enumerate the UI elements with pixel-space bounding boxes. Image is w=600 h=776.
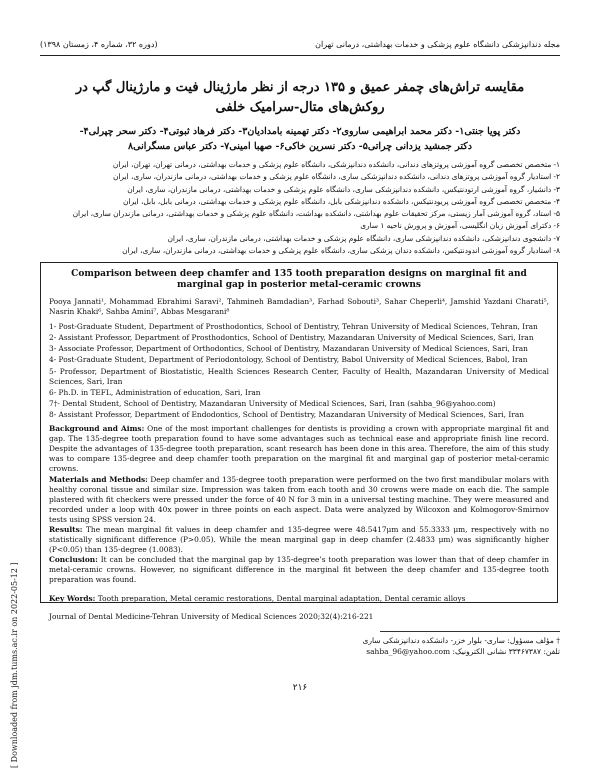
abstract-background: Background and Aims: One of the most important challenges for dentists is providing a crown with appropriate marginal fit and gap. The 135-degree tooth preparation found to have some advantages such as technical ease and appropriate finish line record. Despite the advantages of 135-degree tooth preparation, scant research has been done in this area. Therefore, the aim of this study was to compare 135-degree and deep chamfer tooth preparation on the marginal fit and marginal gap of posterior metal-ceramic crowns. xyxy=(49,424,549,474)
footnote-rule xyxy=(380,631,560,632)
download-watermark: [ Downloaded from jdm.tums.ac.ir on 2022-05-12 ] xyxy=(10,562,19,768)
english-title: Comparison between deep chamfer and 135 tooth preparation designs on marginal fit and marginal gap in posterior metal-ceramic crowns xyxy=(71,269,527,290)
affiliation: ۵- استاد، گروه آموزشی آمار زیستی، مرکز تحقیقات علوم بهداشتی، دانشکده بهداشت، دانشگاه علوم پزشکی و خدمات بهداشتی، درمانی مازندران ساری، ایران xyxy=(72,209,560,219)
abstract-conclusion: Conclusion: It can be concluded that the marginal gap by 135-degree’s tooth preparation was lower than that of deep chamfer in metal-ceramic crowns. However, no significant difference in the marginal fit between the deep chamfer and 135-degree tooth preparation was found. xyxy=(49,555,549,585)
english-authors: Pooya Jannati¹, Mohammad Ebrahimi Saravi², Tahmineh Bamdadian³, Farhad Sobouti³, Sahar Cheperli⁴, Jamshid Yazdani Charati⁵, Nasrin Khaki⁶, Sahba Amini⁷, Abbas Mesgarani⁸ xyxy=(49,297,549,317)
affiliation: ۴- متخصص تخصصی گروه آموزشی پریودنتیکس، دانشکده دندانپزشکی بابل، دانشگاه علوم پزشکی و خدمات بهداشتی، درمانی بابل، بابل، ایران xyxy=(123,196,560,206)
english-affiliations xyxy=(49,322,549,420)
affiliation: 5- Professor, Department of Biostatistic, Health Sciences Research Center, Faculty of Health, Mazandaran University of Medical Sciences, Sari, Iran xyxy=(49,366,549,386)
keywords: Key Words: Tooth preparation, Metal ceramic restorations, Dental marginal adaptation, Dental ceramic alloys xyxy=(49,593,466,603)
affiliation: 1- Post-Graduate Student, Department of Prosthodontics, School of Dentistry, Tehran University of Medical Sciences, Tehran, Iran xyxy=(49,322,538,332)
page-number: ۲۱۶ xyxy=(292,683,308,693)
citation: Journal of Dental Medicine-Tehran University of Medical Sciences 2020;32(4):216-221 xyxy=(49,611,374,621)
persian-affiliations xyxy=(40,159,560,257)
corresponding-author-footnote: † مؤلف مسؤول: ساری- بلوار خزر- دانشکده دندانپزشکی ساری تلفن: ۳۳۴۶۷۳۸۷ نشانی الکترونیک: sahba_96@yahoo.com xyxy=(362,636,560,656)
header-rule xyxy=(40,55,560,56)
issue-info: (دوره ۳۲، شماره ۴، زمستان ۱۳۹۸) xyxy=(40,40,158,49)
affiliation: 4- Post-Graduate Student, Department of Periodontology, School of Dentistry, Babol University of Medical Sciences, Babol, Iran xyxy=(49,355,528,365)
affiliation: ۳- دانشیار، گروه آموزشی ارتودنتیکس، دانشکده دندانپزشکی ساری، دانشگاه علوم پزشکی و خدمات بهداشتی، درمانی مازندران، ساری، ایران xyxy=(127,184,560,194)
abstract-results: Results: The mean marginal fit values in deep chamfer and 135-degree were 48.5417μm and 55.3333 μm, respectively with no statistically significant difference (P>0.05). While the mean marginal gap in deep chamfer (2.4833 μm) was significantly higher (P<0.05) than 135-degree (1.0083). xyxy=(49,524,549,555)
affiliation: 7†- Dental Student, School of Dentistry, Mazandaran University of Medical Sciences, Sari, Iran (sahba_96@yahoo.com) xyxy=(49,398,496,408)
affiliation: 3- Associate Professor, Department of Orthodontics, School of Dentistry, Mazandaran University of Medical Sciences, Sari, Iran xyxy=(49,344,528,354)
affiliation: ۶- دکترای آموزش زبان انگلیسی، آموزش و پرورش ناحیه ۱ ساری xyxy=(360,221,560,231)
affiliation: ۲- استادیار گروه آموزشی پروتزهای دندانی، دانشکده دندانپزشکی ساری، دانشگاه علوم پزشکی و خدمات بهداشتی، درمانی مازندران، ساری، ایران xyxy=(112,172,560,182)
affiliation: 2- Assistant Professor, Department of Prosthodontics, School of Dentistry, Mazandaran University of Medical Sciences, Sari, Iran xyxy=(49,333,534,343)
affiliation: 6- Ph.D. in TEFL, Administration of education, Sari, Iran xyxy=(49,387,261,397)
abstract-methods: Materials and Methods: Deep chamfer and 135-degree tooth preparation were performed on the two first mandibular molars with healthy coronal tissue and similar size. Impression was taken from each tooth and 30 crowns were made on each die. The sample plastered with fit checkers were pressed under the force of 40 N for 3 min in a universal testing machine. They were measured and recorded under a loop with 40x power in three points on each aspect. Data were analyzed by Wilcoxon and Kolmogorov-Smirnov tests using SPSS version 24. xyxy=(49,474,549,524)
affiliation: ۱- متخصص تخصصی گروه آموزشی پروتزهای دندانی، دانشکده دندانپزشکی، دانشگاه علوم پزشکی و خدمات بهداشتی، درمانی تهران، تهران، ایران xyxy=(112,160,560,169)
persian-title: مقایسه تراش‌های چمفر عمیق و ۱۳۵ درجه از نظر مارژینال فیت و مارژینال گپ در روکش‌های متال-سرامیک خلفی xyxy=(75,80,525,115)
english-abstract-box xyxy=(40,262,558,621)
affiliation: 8- Assistant Professor, Department of Endodontics, School of Dentistry, Mazandaran University of Medical Sciences, Sari, Iran xyxy=(49,409,524,419)
affiliation: ۷- دانشجوی دندانپزشکی، دانشکده دندانپزشکی ساری، دانشگاه علوم پزشکی و خدمات بهداشتی، درمانی مازندران، ساری، ایران xyxy=(167,233,560,243)
affiliation: ۸- استادیار گروه آموزشی اندودنتیکس، دانشکده دندان پزشکی ساری، دانشگاه علوم پزشکی و خدمات بهداشتی، درمانی مازندران، ساری، ایران xyxy=(122,246,560,256)
journal-name: مجله دندانپزشکی دانشگاه علوم پزشکی و خدمات بهداشتی، درمانی تهران xyxy=(315,40,560,49)
persian-authors: دکتر پویا جنتی۱- دکتر محمد ابراهیمی ساروی۲- دکتر تهمینه بامدادیان۳- دکتر فرهاد ثبوتی۴- دکتر سحر چپرلی۴- دکتر جمشید یزدانی چراتی۵- دکتر نسرین خاکی۶- صهبا امینی۷- دکتر عباس مسگرانی۸ xyxy=(79,126,521,152)
